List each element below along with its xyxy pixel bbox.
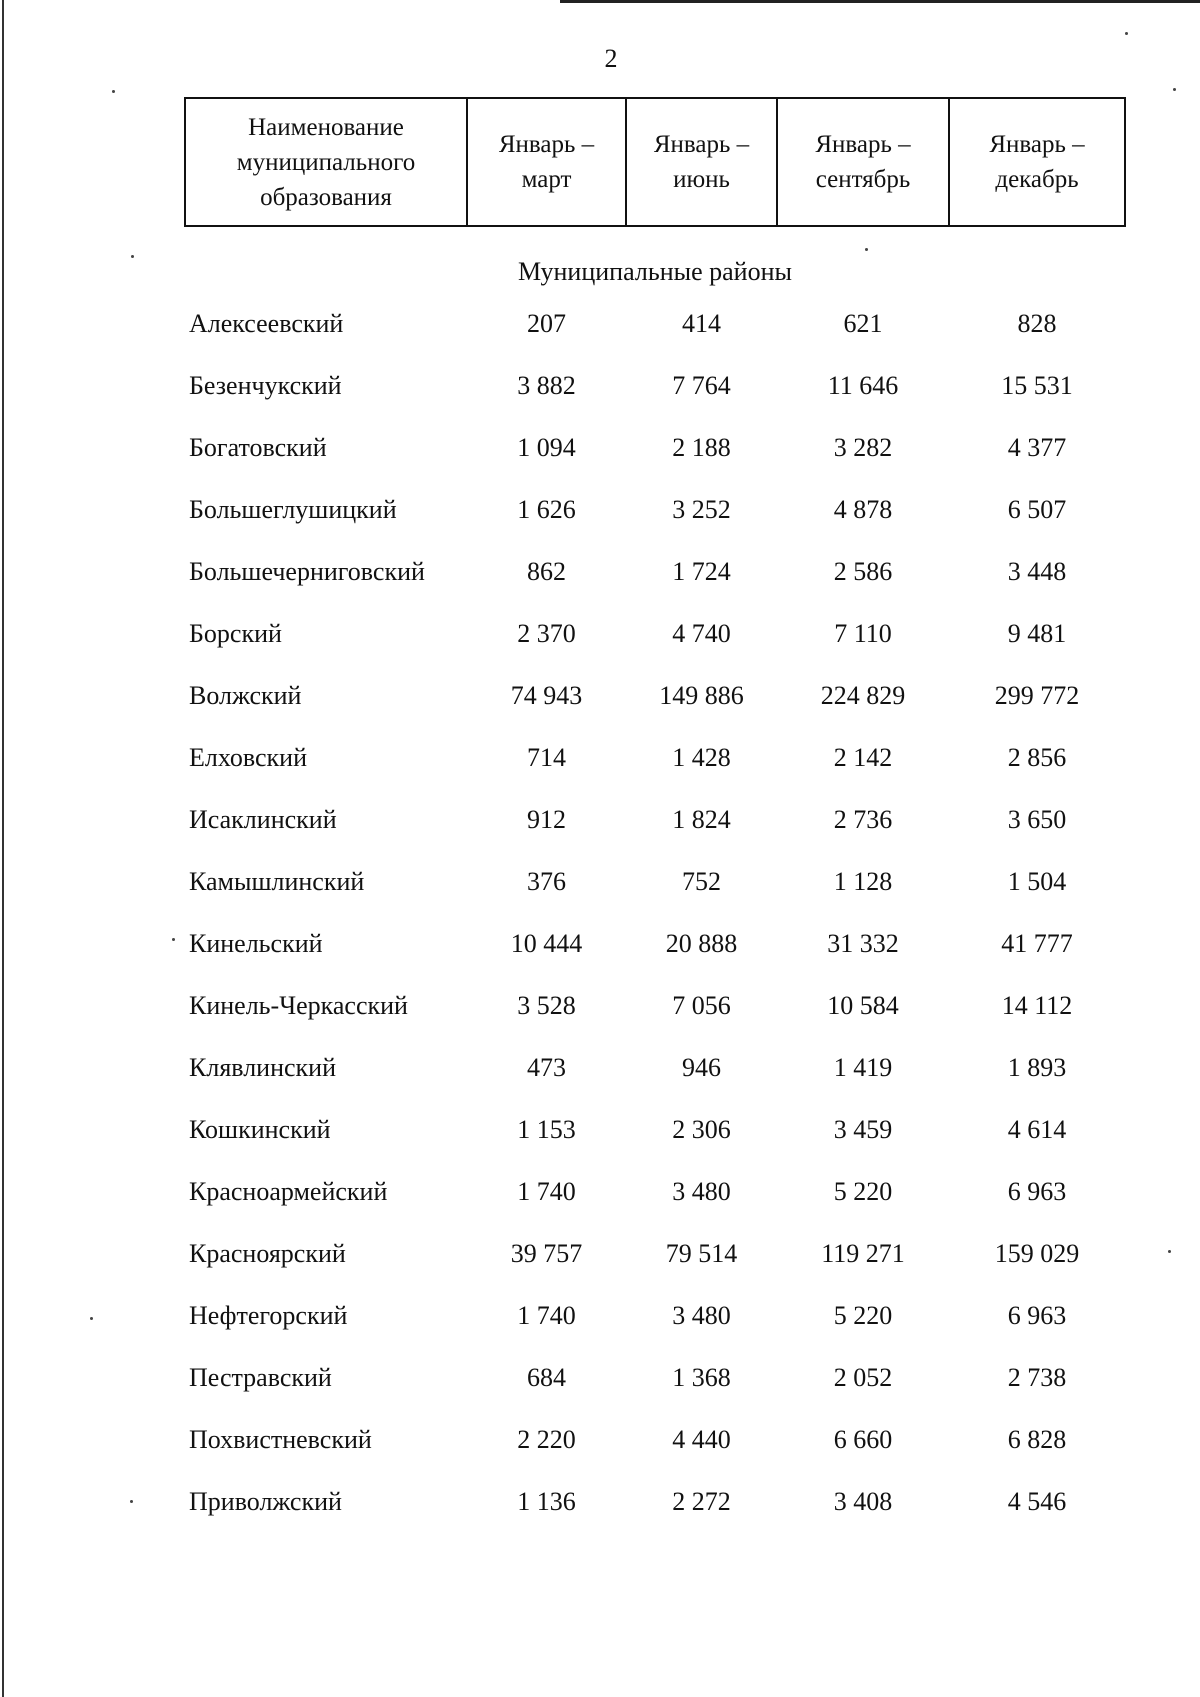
value-cell: 862 bbox=[527, 557, 566, 586]
value-cell: 4 440 bbox=[672, 1425, 731, 1454]
value-cell: 7 056 bbox=[672, 991, 731, 1020]
value-cell: 1 368 bbox=[672, 1363, 731, 1392]
value-cell: 414 bbox=[682, 309, 721, 338]
value-cell: 946 bbox=[682, 1053, 721, 1082]
value-cell: 4 546 bbox=[1007, 1487, 1067, 1516]
value-cell: 3 650 bbox=[1007, 805, 1067, 834]
table-row bbox=[185, 541, 1125, 603]
municipality-name: Кошкинский bbox=[189, 1115, 331, 1144]
table-row bbox=[185, 1471, 1125, 1533]
table-row bbox=[185, 417, 1125, 479]
municipality-name: Красноярский bbox=[189, 1239, 346, 1268]
value-cell: 4 740 bbox=[672, 619, 731, 648]
value-cell: 376 bbox=[527, 867, 566, 896]
value-cell: 6 507 bbox=[1007, 495, 1067, 524]
table-header bbox=[185, 98, 1125, 226]
value-cell: 5 220 bbox=[833, 1301, 893, 1330]
value-cell: 3 528 bbox=[517, 991, 576, 1020]
value-cell: 11 646 bbox=[827, 371, 899, 400]
value-cell: 4 377 bbox=[1007, 433, 1067, 462]
value-cell: 74 943 bbox=[510, 681, 583, 710]
scan-speck bbox=[1125, 32, 1128, 35]
table-row bbox=[185, 1161, 1125, 1223]
municipality-name: Алексеевский bbox=[189, 309, 344, 338]
value-cell: 912 bbox=[527, 805, 566, 834]
value-cell: 1 740 bbox=[517, 1301, 576, 1330]
value-cell: 224 829 bbox=[820, 681, 906, 710]
value-cell: 6 963 bbox=[1007, 1177, 1067, 1206]
value-cell: 714 bbox=[527, 743, 566, 772]
header-period-9m: Январь – сентябрь bbox=[777, 98, 949, 226]
municipality-name: Елховский bbox=[189, 743, 307, 772]
value-cell: 41 777 bbox=[1001, 929, 1073, 958]
value-cell: 1 740 bbox=[517, 1177, 576, 1206]
value-cell: 3 448 bbox=[1007, 557, 1067, 586]
table-row bbox=[185, 665, 1125, 727]
value-cell: 2 188 bbox=[672, 433, 731, 462]
table-row bbox=[185, 789, 1125, 851]
scan-speck bbox=[1168, 1250, 1171, 1253]
scan-speck bbox=[172, 938, 175, 941]
municipality-name: Камышлинский bbox=[189, 867, 365, 896]
value-cell: 3 459 bbox=[833, 1115, 893, 1144]
value-cell: 31 332 bbox=[827, 929, 899, 958]
value-cell: 1 824 bbox=[672, 805, 731, 834]
municipality-name: Борский bbox=[189, 619, 282, 648]
table-row bbox=[185, 1285, 1125, 1347]
value-cell: 2 272 bbox=[672, 1487, 731, 1516]
value-cell: 20 888 bbox=[665, 929, 738, 958]
value-cell: 3 480 bbox=[672, 1177, 731, 1206]
section-row bbox=[185, 226, 1125, 293]
header-period-h1: Январь – июнь bbox=[626, 98, 777, 226]
scan-speck bbox=[112, 90, 115, 93]
header-period-year: Январь – декабрь bbox=[949, 98, 1125, 226]
value-cell: 207 bbox=[527, 309, 566, 338]
value-cell: 3 282 bbox=[833, 433, 893, 462]
scan-speck bbox=[865, 248, 868, 251]
header-municipality: Наименование муниципального образования bbox=[185, 98, 467, 226]
data-table-container bbox=[184, 97, 1126, 1533]
scan-speck bbox=[131, 255, 134, 258]
municipality-name: Богатовский bbox=[189, 433, 327, 462]
table-row bbox=[185, 355, 1125, 417]
value-cell: 119 271 bbox=[821, 1239, 905, 1268]
municipality-name: Красноармейский bbox=[189, 1177, 388, 1206]
municipality-name: Клявлинский bbox=[189, 1053, 337, 1082]
municipality-name: Большечерниговский bbox=[189, 557, 425, 586]
municipality-name: Кинельский bbox=[189, 929, 323, 958]
value-cell: 2 306 bbox=[672, 1115, 731, 1144]
value-cell: 2 586 bbox=[833, 557, 893, 586]
municipality-name: Нефтегорский bbox=[189, 1301, 348, 1330]
value-cell: 473 bbox=[527, 1053, 566, 1082]
municipality-name: Приволжский bbox=[189, 1487, 342, 1516]
value-cell: 1 153 bbox=[517, 1115, 576, 1144]
value-cell: 684 bbox=[527, 1363, 566, 1392]
value-cell: 3 408 bbox=[833, 1487, 893, 1516]
value-cell: 159 029 bbox=[994, 1239, 1080, 1268]
table-row bbox=[185, 1223, 1125, 1285]
data-table bbox=[184, 97, 1126, 1533]
value-cell: 3 480 bbox=[672, 1301, 731, 1330]
value-cell: 149 886 bbox=[659, 681, 744, 710]
scan-left-border bbox=[2, 0, 4, 1697]
municipality-name: Безенчукский bbox=[189, 371, 342, 400]
value-cell: 7 764 bbox=[672, 371, 731, 400]
value-cell: 2 736 bbox=[833, 805, 893, 834]
value-cell: 6 963 bbox=[1007, 1301, 1067, 1330]
header-period-q1: Январь – март bbox=[467, 98, 626, 226]
value-cell: 1 893 bbox=[1007, 1053, 1067, 1082]
value-cell: 4 614 bbox=[1007, 1115, 1067, 1144]
value-cell: 4 878 bbox=[833, 495, 893, 524]
scan-speck bbox=[130, 1500, 133, 1503]
municipality-name: Пестравский bbox=[189, 1363, 332, 1392]
value-cell: 5 220 bbox=[833, 1177, 893, 1206]
value-cell: 9 481 bbox=[1007, 619, 1067, 648]
value-cell: 2 856 bbox=[1007, 743, 1067, 772]
table-row bbox=[185, 1347, 1125, 1409]
section-title: Муниципальные районы bbox=[518, 257, 792, 286]
value-cell: 39 757 bbox=[510, 1239, 583, 1268]
value-cell: 3 252 bbox=[672, 495, 731, 524]
scan-speck bbox=[1173, 88, 1176, 91]
value-cell: 2 738 bbox=[1007, 1363, 1067, 1392]
value-cell: 299 772 bbox=[994, 681, 1080, 710]
value-cell: 14 112 bbox=[1001, 991, 1073, 1020]
value-cell: 1 094 bbox=[517, 433, 576, 462]
value-cell: 10 444 bbox=[510, 929, 583, 958]
table-body bbox=[185, 226, 1125, 1533]
value-cell: 621 bbox=[843, 309, 883, 338]
value-cell: 2 370 bbox=[517, 619, 576, 648]
table-row bbox=[185, 1409, 1125, 1471]
value-cell: 10 584 bbox=[827, 991, 899, 1020]
value-cell: 1 136 bbox=[517, 1487, 576, 1516]
table-row bbox=[185, 293, 1125, 355]
value-cell: 2 142 bbox=[833, 743, 893, 772]
value-cell: 1 428 bbox=[672, 743, 731, 772]
municipality-name: Исаклинский bbox=[189, 805, 337, 834]
value-cell: 1 128 bbox=[833, 867, 893, 896]
table-row bbox=[185, 851, 1125, 913]
municipality-name: Похвистневский bbox=[189, 1425, 372, 1454]
table-row bbox=[185, 1099, 1125, 1161]
value-cell: 1 419 bbox=[833, 1053, 893, 1082]
scan-speck bbox=[90, 1317, 93, 1320]
table-row bbox=[185, 913, 1125, 975]
scan-top-border bbox=[560, 0, 1200, 3]
value-cell: 752 bbox=[682, 867, 721, 896]
value-cell: 1 626 bbox=[517, 495, 576, 524]
value-cell: 828 bbox=[1017, 309, 1057, 338]
municipality-name: Большеглушицкий bbox=[189, 495, 397, 524]
table-row bbox=[185, 727, 1125, 789]
value-cell: 1 504 bbox=[1007, 867, 1067, 896]
value-cell: 6 660 bbox=[833, 1425, 893, 1454]
municipality-name: Кинель-Черкасский bbox=[189, 991, 408, 1020]
municipality-name: Волжский bbox=[189, 681, 302, 710]
table-row bbox=[185, 975, 1125, 1037]
table-row bbox=[185, 479, 1125, 541]
value-cell: 2 220 bbox=[517, 1425, 576, 1454]
value-cell: 79 514 bbox=[665, 1239, 738, 1268]
value-cell: 3 882 bbox=[517, 371, 576, 400]
value-cell: 2 052 bbox=[833, 1363, 893, 1392]
table-row bbox=[185, 603, 1125, 665]
value-cell: 15 531 bbox=[1001, 371, 1073, 400]
table-row bbox=[185, 1037, 1125, 1099]
value-cell: 7 110 bbox=[834, 619, 892, 648]
value-cell: 1 724 bbox=[672, 557, 731, 586]
value-cell: 6 828 bbox=[1007, 1425, 1067, 1454]
page-number: 2 bbox=[604, 44, 618, 73]
